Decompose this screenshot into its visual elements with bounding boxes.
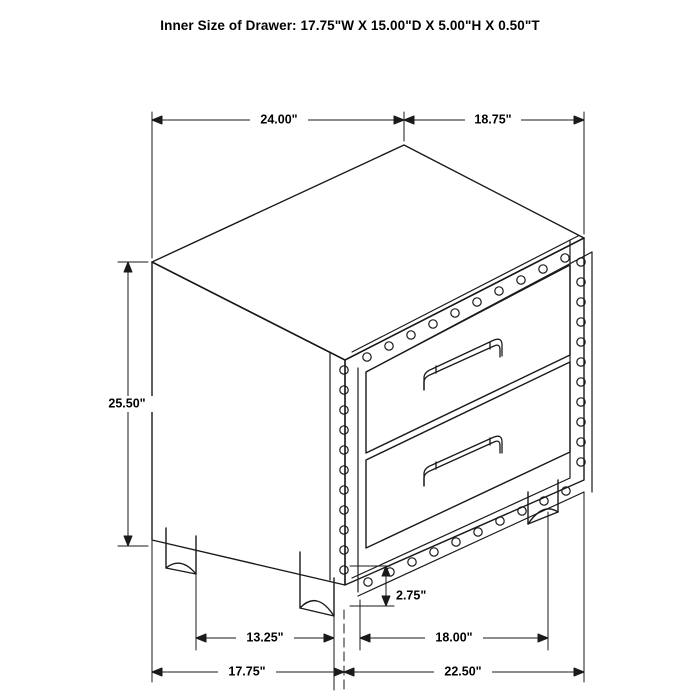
nailhead-trim-right-vertical [570,240,592,492]
dimension-label-leg-height: 2.75" [396,588,427,603]
dimension-label-bottom-inner-right: 18.00" [435,630,473,645]
dimension-label-bottom-outer-right: 22.50" [444,664,482,679]
dimension-label-bottom-outer-left: 17.75" [228,664,266,679]
dimension-label-bottom-inner-left: 13.25" [246,630,284,645]
drawer-upper [366,265,570,453]
cabinet-top-panel [152,145,584,360]
drawer-handle-upper [424,339,502,390]
leg-front-right [300,552,334,616]
leg-front-left [166,528,196,574]
top-front-edge [152,262,345,360]
page-title: Inner Size of Drawer: 17.75"W X 15.00"D X 5.00"H X 0.50"T [160,18,540,33]
dimension-lines [118,112,584,690]
top-side-edge [345,238,584,360]
drawer-handle-lower [424,436,502,486]
dimension-label-top-left: 24.00" [260,112,298,127]
dimension-label-height: 25.50" [108,396,146,411]
dimension-label-top-right: 18.75" [474,112,512,127]
nailhead-trim-side-diagonal [352,236,592,372]
nailhead-trim-front-vertical [330,352,358,592]
